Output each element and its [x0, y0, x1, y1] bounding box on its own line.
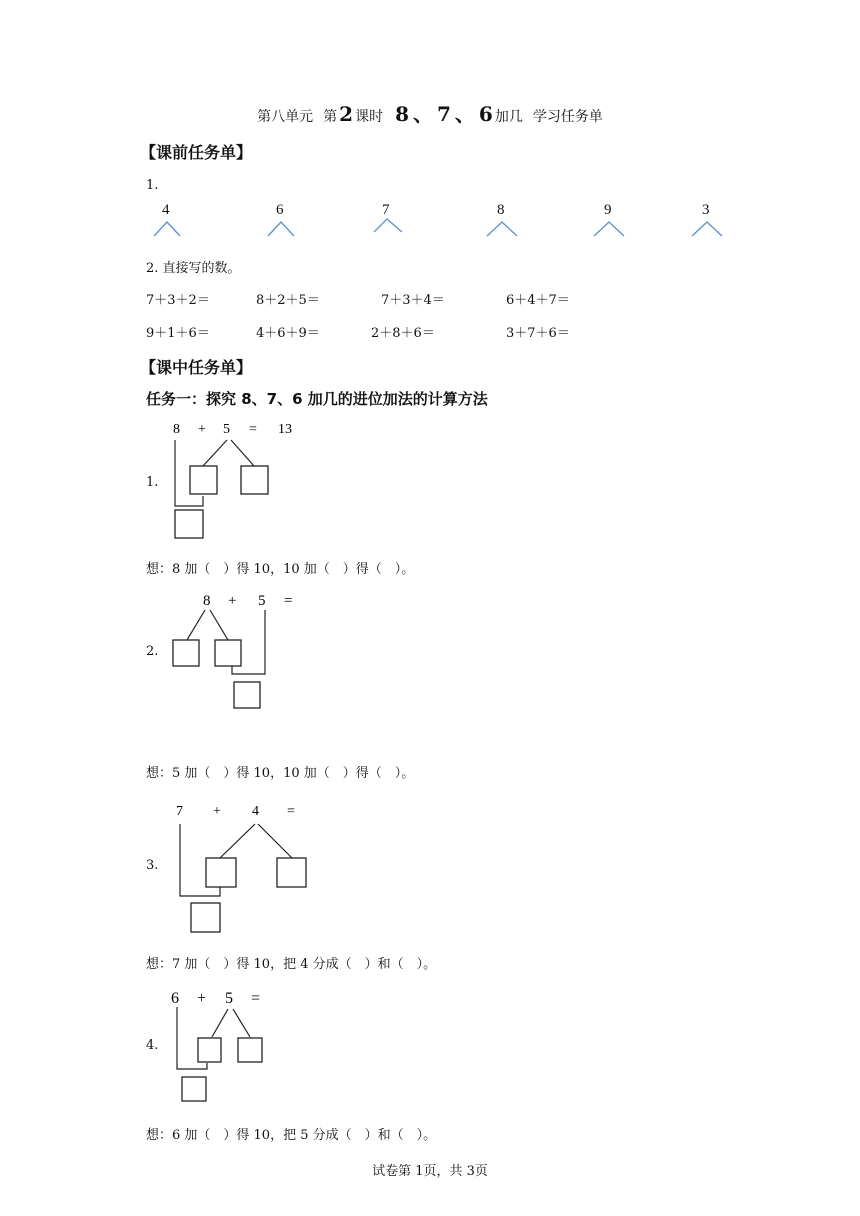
operand-b: 5 — [258, 593, 266, 609]
expression: 8＋2＋5＝ — [256, 293, 320, 308]
number-bond — [592, 202, 628, 238]
answer-box — [241, 466, 268, 494]
answer-box — [190, 466, 217, 494]
title-task-sheet: 学习任务单 — [532, 109, 603, 125]
expression: 7＋3＋2＝ — [146, 293, 210, 308]
operand-a: 7 — [176, 804, 183, 819]
title-num-7: 7 — [437, 102, 451, 126]
plus-sign: + — [228, 593, 237, 609]
pre-task-heading: 【课前任务单】 — [140, 143, 253, 162]
operand-b: 5 — [225, 990, 233, 1007]
number-bond — [485, 202, 521, 238]
answer-box — [191, 903, 220, 932]
answer-box — [277, 858, 306, 887]
problem-3-diagram — [170, 800, 320, 935]
equals-sign: = — [249, 422, 257, 437]
problem-1-diagram — [165, 418, 315, 543]
title-sep: 、 — [454, 102, 475, 126]
think-prompt: 想：6 加（ ）得 10，把 5 分成（ ）和（ ）。 — [146, 1128, 437, 1143]
bond-number: 3 — [702, 202, 710, 218]
number-bond — [690, 202, 726, 238]
bond-number: 9 — [604, 202, 612, 218]
title-di: 第 — [323, 109, 338, 125]
number-bond — [152, 202, 188, 238]
operand-a: 8 — [173, 422, 180, 437]
problem-label: 3. — [146, 858, 159, 873]
expression: 2＋8＋6＝ — [371, 326, 435, 341]
plus-sign: + — [198, 422, 206, 437]
equals-sign: = — [287, 804, 295, 819]
answer-box — [215, 640, 241, 666]
think-prompt: 想：5 加（ ）得 10，10 加（ ）得（ ）。 — [146, 766, 415, 781]
problem-2-diagram — [170, 590, 310, 710]
title-keshi: 课时 — [355, 109, 384, 125]
bond-number: 8 — [497, 202, 505, 218]
answer-box — [206, 858, 236, 887]
question-1-label: 1. — [146, 178, 159, 193]
answer-box — [173, 640, 199, 666]
operand-a: 8 — [203, 593, 211, 609]
operand-a: 6 — [171, 990, 179, 1007]
bond-number: 7 — [382, 202, 390, 218]
operand-b: 5 — [223, 422, 230, 437]
title-num-8: 8 — [395, 102, 409, 126]
problem-label: 4. — [146, 1038, 159, 1053]
bond-number: 4 — [162, 202, 170, 218]
answer-box — [234, 682, 260, 708]
task-1-title: 任务一：探究 8、7、6 加几的进位加法的计算方法 — [146, 390, 488, 408]
bond-number: 6 — [276, 202, 284, 218]
answer-box — [182, 1077, 206, 1101]
expression: 4＋6＋9＝ — [256, 326, 320, 341]
operand-b: 4 — [252, 804, 259, 819]
expression: 9＋1＋6＝ — [146, 326, 210, 341]
title-jiaji: 加几 — [494, 109, 523, 125]
page-footer: 试卷第 1页，共 3页 — [372, 1164, 488, 1179]
equals-sign: = — [251, 990, 261, 1007]
title-lesson-number: 2 — [339, 102, 354, 126]
number-bond — [372, 202, 408, 238]
problem-label: 2. — [146, 644, 159, 659]
question-2-label: 2. 直接写的数。 — [146, 261, 241, 276]
answer-box — [238, 1038, 262, 1062]
equals-sign: = — [284, 593, 293, 609]
title-num-6: 6 — [478, 102, 493, 126]
think-prompt: 想：8 加（ ）得 10，10 加（ ）得（ ）。 — [146, 562, 415, 577]
plus-sign: + — [213, 804, 221, 819]
problem-label: 1. — [146, 475, 159, 490]
number-bond — [266, 202, 302, 238]
answer-box — [198, 1038, 221, 1062]
plus-sign: + — [197, 990, 207, 1007]
expression: 3＋7＋6＝ — [506, 326, 570, 341]
page-title — [0, 98, 860, 127]
expression: 7＋3＋4＝ — [381, 293, 445, 308]
title-unit: 第八单元 — [257, 109, 314, 125]
result: 13 — [278, 422, 292, 437]
think-prompt: 想：7 加（ ）得 10，把 4 分成（ ）和（ ）。 — [146, 957, 437, 972]
answer-box — [175, 510, 203, 538]
problem-4-diagram — [165, 985, 295, 1105]
expression: 6＋4＋7＝ — [506, 293, 570, 308]
in-task-heading: 【课中任务单】 — [140, 358, 253, 377]
title-sep: 、 — [413, 102, 433, 126]
